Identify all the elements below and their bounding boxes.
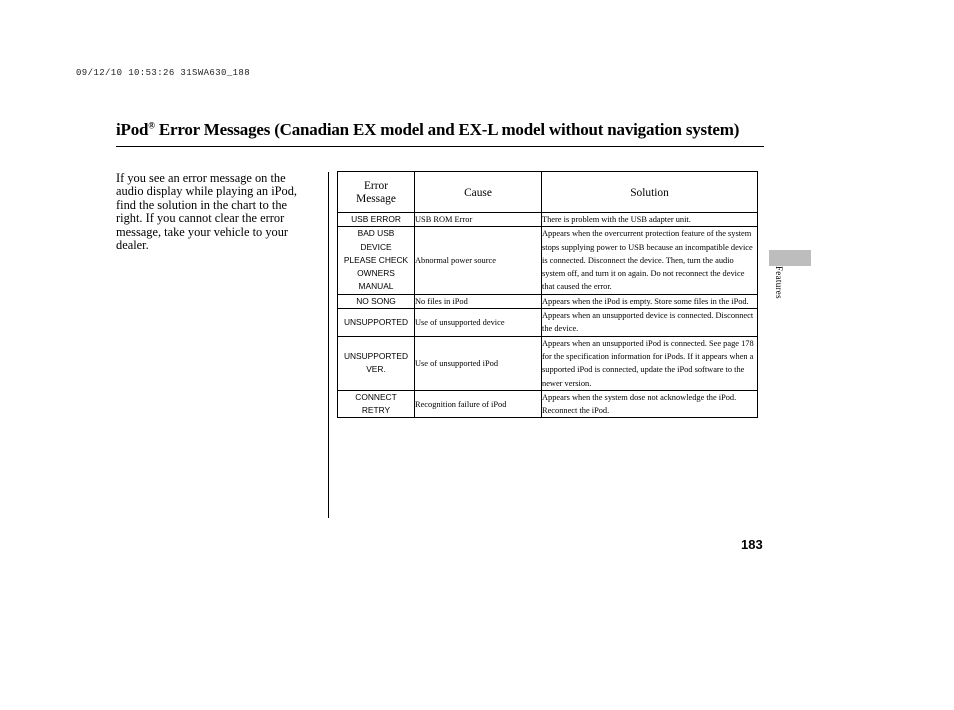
error-message-cell: UNSUPPORTED VER. xyxy=(338,336,415,390)
cause-cell: No files in iPod xyxy=(415,294,542,308)
solution-cell: Appears when an unsupported device is connected. Disconnect the device. xyxy=(542,309,758,337)
cause-cell: Abnormal power source xyxy=(415,227,542,294)
column-divider xyxy=(328,172,329,518)
solution-cell: There is problem with the USB adapter unit. xyxy=(542,213,758,227)
header-error-message: Error Message xyxy=(338,172,415,213)
header-solution: Solution xyxy=(542,172,758,213)
table-row xyxy=(338,390,758,418)
error-message-cell: BAD USB DEVICE PLEASE CHECK OWNERS MANUAL xyxy=(338,227,415,294)
title-ipod: iPod xyxy=(116,120,149,139)
print-timestamp: 09/12/10 10:53:26 31SWA630_188 xyxy=(76,68,251,78)
table-row xyxy=(338,294,758,308)
error-message-cell: NO SONG xyxy=(338,294,415,308)
table-header-row xyxy=(338,172,758,213)
title-rest: Error Messages (Canadian EX model and EX-L model without navigation system) xyxy=(154,120,740,139)
cause-cell: Use of unsupported device xyxy=(415,309,542,337)
error-message-cell: CONNECT RETRY xyxy=(338,390,415,418)
table-row xyxy=(338,309,758,337)
error-message-cell: USB ERROR xyxy=(338,213,415,227)
table-row xyxy=(338,336,758,390)
page-title xyxy=(116,120,776,140)
solution-cell: Appears when the system dose not acknowledge the iPod. Reconnect the iPod. xyxy=(542,390,758,418)
solution-cell: Appears when the overcurrent protection feature of the system stops supplying power to USB because an incompatible device is connected. Disconnect the device. Then, turn the audio system off, and turn it on again. Do not reconnect the device that caused the error. xyxy=(542,227,758,294)
section-side-label: Features xyxy=(774,266,784,299)
solution-cell: Appears when the iPod is empty. Store some files in the iPod. xyxy=(542,294,758,308)
header-cause: Cause xyxy=(415,172,542,213)
cause-cell: Use of unsupported iPod xyxy=(415,336,542,390)
solution-cell: Appears when an unsupported iPod is connected. See page 178 for the specification information for iPods. If it appears when a supported iPod is connected, update the iPod software to the newer version. xyxy=(542,336,758,390)
page-number: 183 xyxy=(741,537,763,552)
title-divider xyxy=(116,146,764,147)
registered-mark: ® xyxy=(148,120,155,131)
cause-cell: USB ROM Error xyxy=(415,213,542,227)
intro-paragraph: If you see an error message on the audio display while playing an iPod, find the solution in the chart to the right. If you cannot clear the error message, take your vehicle to your dealer. xyxy=(116,171,298,253)
table-row xyxy=(338,227,758,294)
error-message-cell: UNSUPPORTED xyxy=(338,309,415,337)
section-tab-marker xyxy=(769,250,811,266)
table-row xyxy=(338,213,758,227)
error-message-table xyxy=(337,171,758,418)
cause-cell: Recognition failure of iPod xyxy=(415,390,542,418)
